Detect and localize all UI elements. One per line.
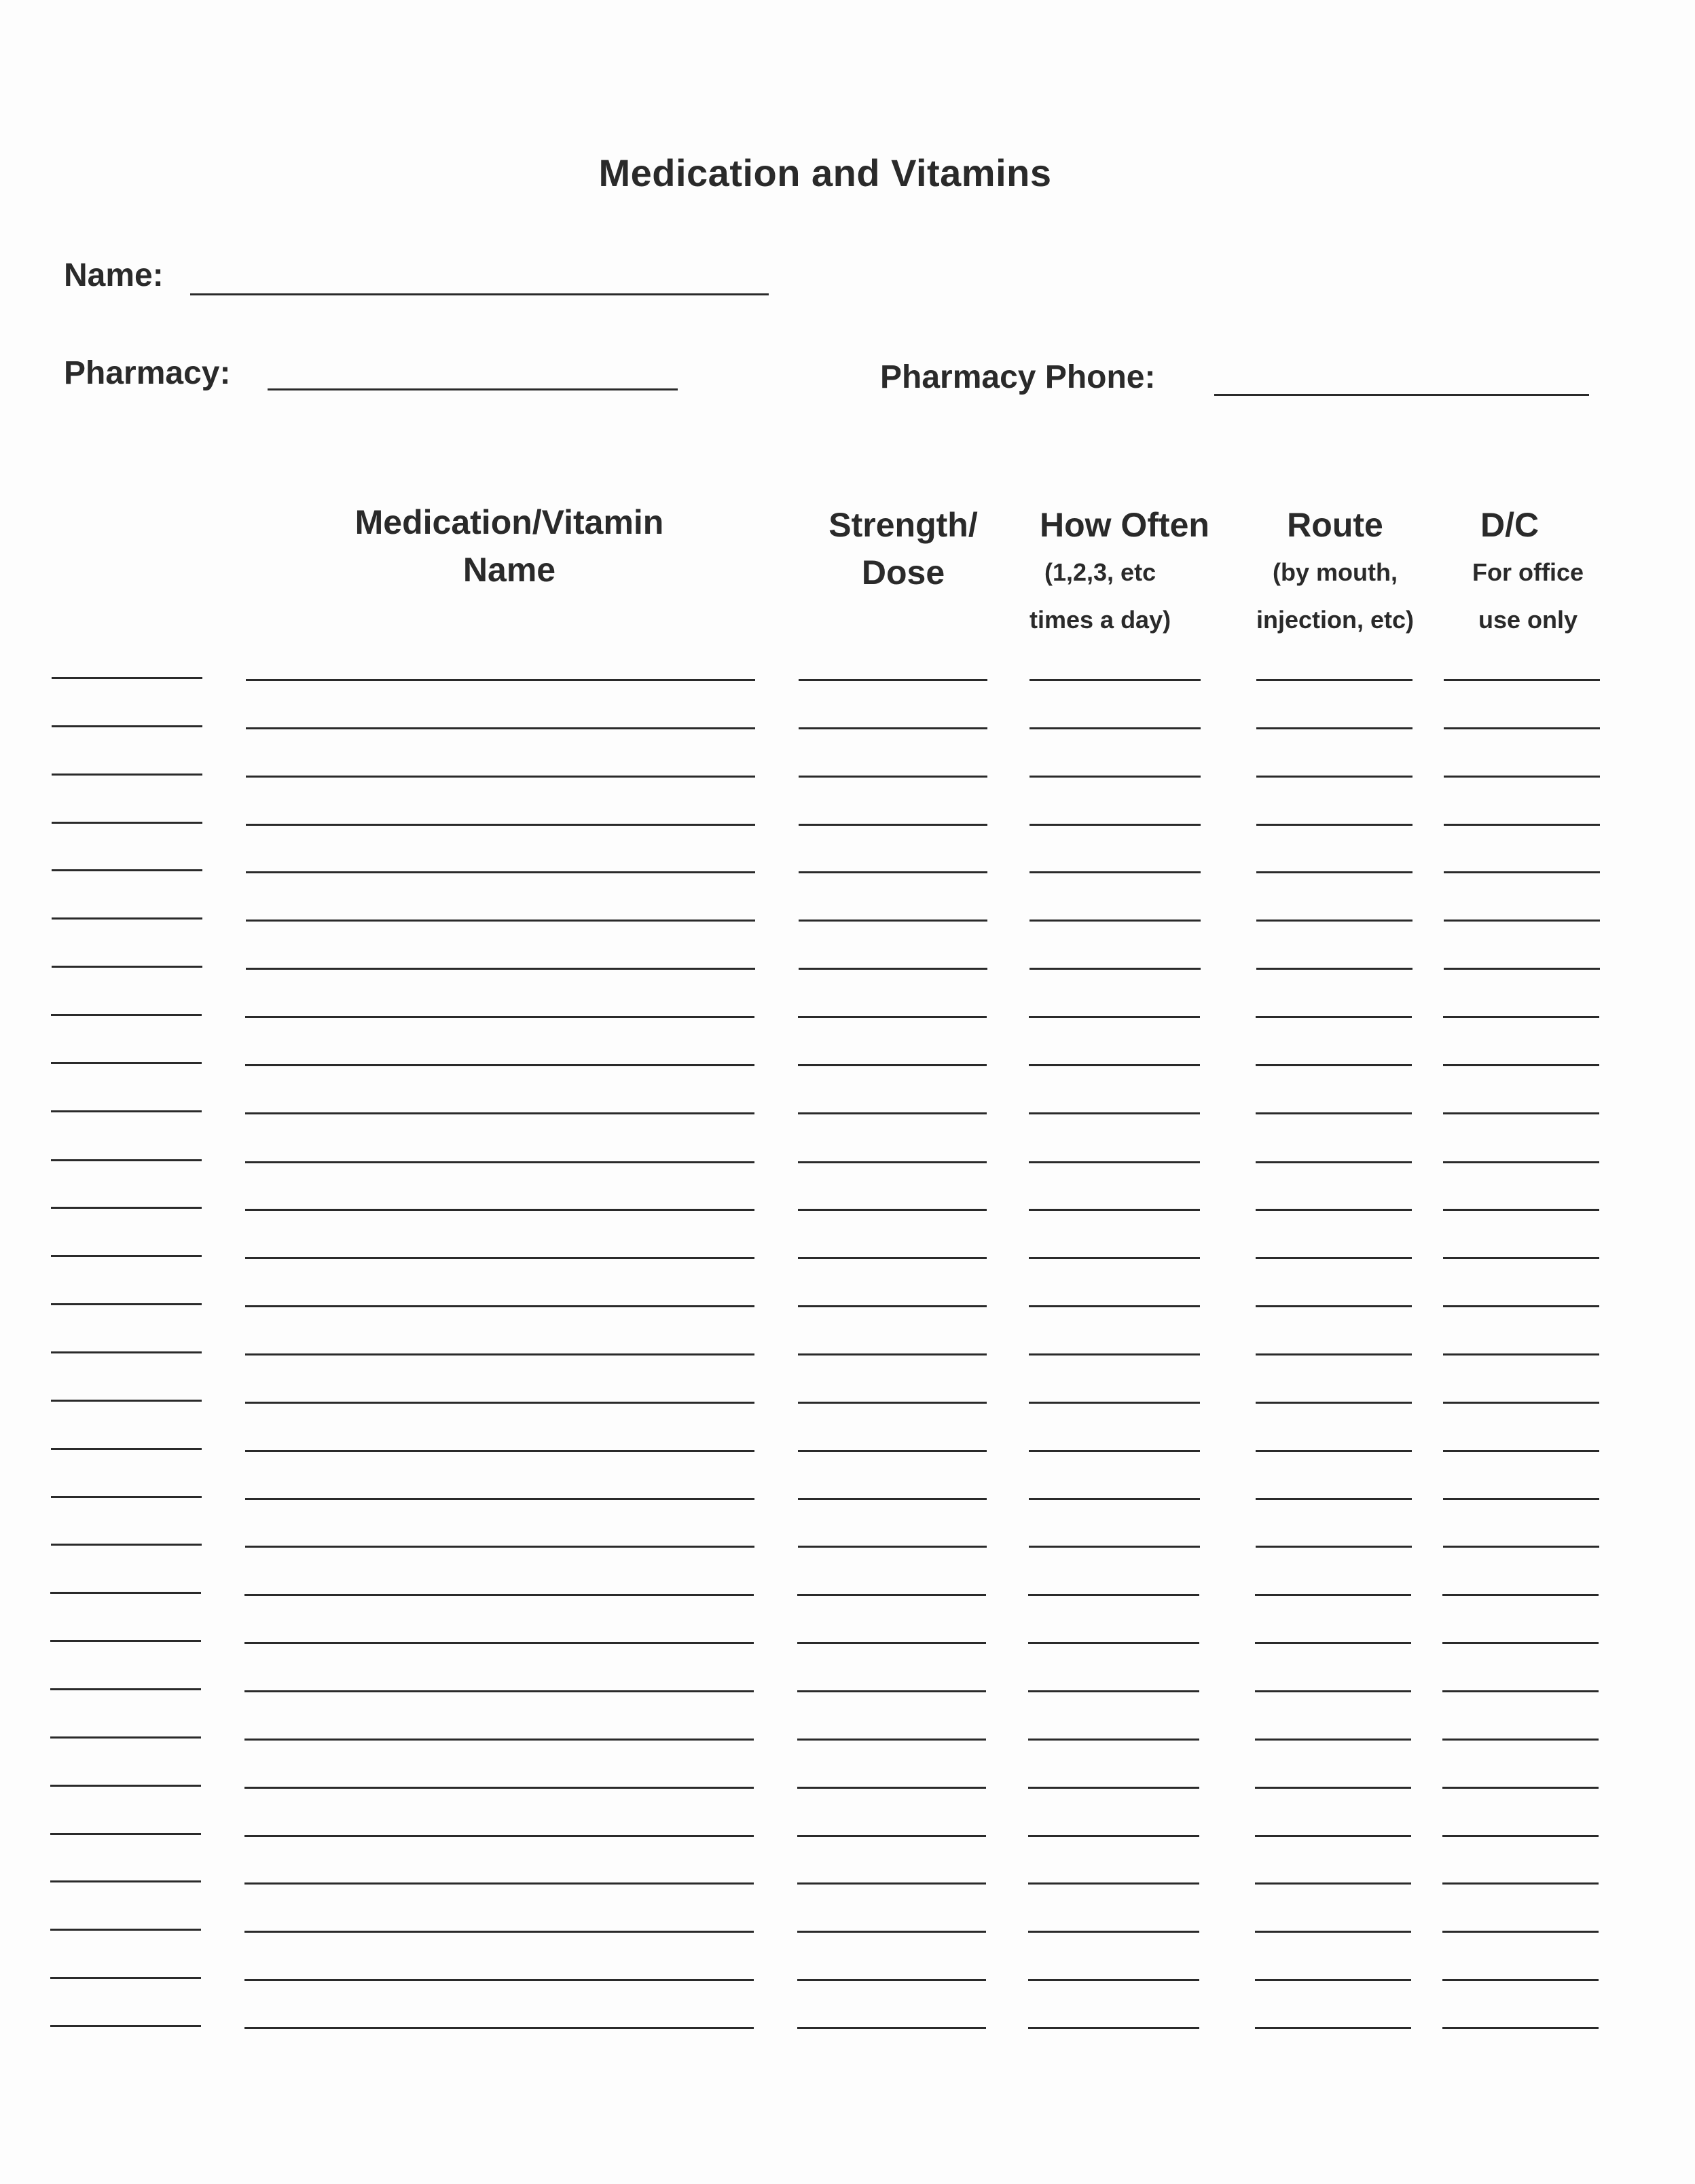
medication-name-cell[interactable] <box>246 920 755 922</box>
strength-dose-cell[interactable] <box>798 1209 987 1211</box>
route-cell[interactable] <box>1255 1787 1411 1789</box>
route-cell[interactable] <box>1255 1739 1411 1741</box>
how-often-cell[interactable] <box>1028 1594 1199 1596</box>
pharmacy-input-line[interactable] <box>268 388 678 390</box>
pharmacy-phone-label: Pharmacy Phone: <box>880 359 1156 395</box>
name-input-line[interactable] <box>190 293 769 295</box>
header-how-often-line3: times a day) <box>1029 606 1171 634</box>
medication-name-cell[interactable] <box>244 1739 754 1741</box>
medication-name-cell[interactable] <box>244 1931 754 1933</box>
strength-dose-cell[interactable] <box>798 1016 987 1018</box>
route-cell[interactable] <box>1256 1257 1412 1259</box>
dc-cell[interactable] <box>1442 1979 1599 1981</box>
route-cell[interactable] <box>1256 920 1412 922</box>
dc-cell[interactable] <box>1443 1257 1599 1259</box>
header-route <box>1240 501 1430 644</box>
row-number-cell[interactable] <box>52 774 202 776</box>
how-often-cell[interactable] <box>1028 1787 1199 1789</box>
how-often-cell[interactable] <box>1029 1161 1200 1163</box>
header-strength-line2: Dose <box>861 553 945 592</box>
strength-dose-cell[interactable] <box>797 1690 986 1692</box>
pharmacy-label: Pharmacy: <box>64 355 231 391</box>
how-often-cell[interactable] <box>1029 871 1201 873</box>
route-cell[interactable] <box>1256 871 1412 873</box>
row-number-cell[interactable] <box>50 1833 201 1835</box>
strength-dose-cell[interactable] <box>798 1498 987 1500</box>
row-number-cell[interactable] <box>51 1207 202 1209</box>
route-cell[interactable] <box>1256 679 1412 681</box>
header-dc <box>1433 501 1623 644</box>
header-dc-line3: use only <box>1478 606 1578 634</box>
how-often-cell[interactable] <box>1028 1739 1199 1741</box>
route-cell[interactable] <box>1256 968 1412 970</box>
row-number-cell[interactable] <box>51 1303 202 1305</box>
how-often-cell[interactable] <box>1029 920 1201 922</box>
how-often-cell[interactable] <box>1029 1257 1200 1259</box>
strength-dose-cell[interactable] <box>797 2027 986 2029</box>
row-number-cell[interactable] <box>50 1880 201 1882</box>
route-cell[interactable] <box>1256 1353 1412 1355</box>
how-often-cell[interactable] <box>1029 727 1201 729</box>
row-number-cell[interactable] <box>52 869 202 871</box>
medication-name-cell[interactable] <box>245 1498 754 1500</box>
how-often-cell[interactable] <box>1029 1064 1200 1066</box>
dc-cell[interactable] <box>1444 679 1600 681</box>
medication-name-cell[interactable] <box>244 1594 754 1596</box>
header-medication-name <box>285 498 733 594</box>
dc-cell[interactable] <box>1443 1498 1599 1500</box>
row-number-cell[interactable] <box>51 1062 202 1064</box>
medication-name-cell[interactable] <box>245 1064 754 1066</box>
header-route-line2: (by mouth, <box>1273 558 1398 586</box>
medication-name-cell[interactable] <box>245 1353 754 1355</box>
dc-cell[interactable] <box>1443 1353 1599 1355</box>
dc-cell[interactable] <box>1442 1642 1599 1644</box>
medication-name-cell[interactable] <box>245 1402 754 1404</box>
strength-dose-cell[interactable] <box>798 1353 987 1355</box>
dc-cell[interactable] <box>1443 1450 1599 1452</box>
how-often-cell[interactable] <box>1029 824 1201 826</box>
dc-cell[interactable] <box>1442 1835 1599 1837</box>
row-number-cell[interactable] <box>52 966 202 968</box>
dc-cell[interactable] <box>1442 1931 1599 1933</box>
route-cell[interactable] <box>1256 776 1412 778</box>
medication-name-cell[interactable] <box>245 1016 754 1018</box>
header-medication-line2: Name <box>462 551 556 589</box>
how-often-cell[interactable] <box>1028 1882 1199 1885</box>
row-number-cell[interactable] <box>50 1785 201 1787</box>
how-often-cell[interactable] <box>1028 1690 1199 1692</box>
row-number-cell[interactable] <box>51 1014 202 1016</box>
route-cell[interactable] <box>1256 1498 1412 1500</box>
strength-dose-cell[interactable] <box>798 1257 987 1259</box>
row-number-cell[interactable] <box>50 1688 201 1690</box>
route-cell[interactable] <box>1255 2027 1411 2029</box>
row-number-cell[interactable] <box>50 1592 201 1594</box>
row-number-cell[interactable] <box>51 1400 202 1402</box>
route-cell[interactable] <box>1255 1882 1411 1885</box>
dc-cell[interactable] <box>1442 1690 1599 1692</box>
route-cell[interactable] <box>1256 1161 1412 1163</box>
how-often-cell[interactable] <box>1028 1835 1199 1837</box>
strength-dose-cell[interactable] <box>799 727 987 729</box>
medication-name-cell[interactable] <box>246 824 755 826</box>
dc-cell[interactable] <box>1444 920 1600 922</box>
strength-dose-cell[interactable] <box>798 1305 987 1307</box>
route-cell[interactable] <box>1256 727 1412 729</box>
header-dc-line2: For office <box>1472 558 1584 586</box>
form-title: Medication and Vitamins <box>598 151 1052 194</box>
how-often-cell[interactable] <box>1029 1498 1200 1500</box>
row-number-cell[interactable] <box>52 822 202 824</box>
row-number-cell[interactable] <box>51 1544 202 1546</box>
how-often-cell[interactable] <box>1029 968 1201 970</box>
dc-cell[interactable] <box>1443 1305 1599 1307</box>
route-cell[interactable] <box>1256 1402 1412 1404</box>
medication-name-cell[interactable] <box>245 1305 754 1307</box>
route-cell[interactable] <box>1255 1835 1411 1837</box>
row-number-cell[interactable] <box>52 917 202 920</box>
how-often-cell[interactable] <box>1029 1305 1200 1307</box>
route-cell[interactable] <box>1256 1546 1412 1548</box>
medication-name-cell[interactable] <box>244 1642 754 1644</box>
dc-cell[interactable] <box>1443 1016 1599 1018</box>
dc-cell[interactable] <box>1444 871 1600 873</box>
dc-cell[interactable] <box>1442 1594 1599 1596</box>
strength-dose-cell[interactable] <box>799 824 987 826</box>
medication-name-cell[interactable] <box>244 2027 754 2029</box>
strength-dose-cell[interactable] <box>798 1161 987 1163</box>
strength-dose-cell[interactable] <box>798 1112 987 1114</box>
medication-name-cell[interactable] <box>245 1161 754 1163</box>
strength-dose-cell[interactable] <box>797 1835 986 1837</box>
how-often-cell[interactable] <box>1028 2027 1199 2029</box>
strength-dose-cell[interactable] <box>798 1546 987 1548</box>
strength-dose-cell[interactable] <box>798 1450 987 1452</box>
strength-dose-cell[interactable] <box>797 1931 986 1933</box>
medication-name-cell[interactable] <box>245 1450 754 1452</box>
dc-cell[interactable] <box>1443 1112 1599 1114</box>
header-strength-line1: Strength/ <box>828 506 978 544</box>
row-number-cell[interactable] <box>50 1736 201 1739</box>
medication-name-cell[interactable] <box>246 776 755 778</box>
dc-cell[interactable] <box>1443 1402 1599 1404</box>
medication-name-cell[interactable] <box>246 968 755 970</box>
row-number-cell[interactable] <box>50 1929 201 1931</box>
dc-cell[interactable] <box>1442 1739 1599 1741</box>
route-cell[interactable] <box>1255 1594 1411 1596</box>
route-cell[interactable] <box>1256 1305 1412 1307</box>
medication-name-cell[interactable] <box>246 871 755 873</box>
strength-dose-cell[interactable] <box>797 1979 986 1981</box>
header-strength-dose <box>788 501 1019 596</box>
how-often-cell[interactable] <box>1029 679 1201 681</box>
dc-cell[interactable] <box>1442 1787 1599 1789</box>
row-number-cell[interactable] <box>52 725 202 727</box>
row-number-cell[interactable] <box>51 1110 202 1112</box>
medication-name-cell[interactable] <box>244 1787 754 1789</box>
strength-dose-cell[interactable] <box>799 776 987 778</box>
strength-dose-cell[interactable] <box>799 871 987 873</box>
header-dc-line1: D/C <box>1480 506 1539 544</box>
row-number-cell[interactable] <box>50 1640 201 1642</box>
route-cell[interactable] <box>1256 1016 1412 1018</box>
route-cell[interactable] <box>1255 1931 1411 1933</box>
row-number-cell[interactable] <box>51 1255 202 1257</box>
how-often-cell[interactable] <box>1029 1112 1200 1114</box>
row-number-cell[interactable] <box>51 1159 202 1161</box>
header-route-line3: injection, etc) <box>1256 606 1415 634</box>
header-how-often-line1: How Often <box>1040 506 1209 544</box>
route-cell[interactable] <box>1256 1209 1412 1211</box>
how-often-cell[interactable] <box>1029 1546 1200 1548</box>
medication-name-cell[interactable] <box>245 1209 754 1211</box>
header-route-line1: Route <box>1287 506 1383 544</box>
route-cell[interactable] <box>1255 1979 1411 1981</box>
how-often-cell[interactable] <box>1029 1016 1200 1018</box>
strength-dose-cell[interactable] <box>799 679 987 681</box>
row-number-cell[interactable] <box>50 2025 201 2027</box>
how-often-cell[interactable] <box>1029 1353 1200 1355</box>
medication-name-cell[interactable] <box>245 1546 754 1548</box>
strength-dose-cell[interactable] <box>797 1882 986 1885</box>
header-medication-line1: Medication/Vitamin <box>354 503 664 541</box>
dc-cell[interactable] <box>1442 2027 1599 2029</box>
strength-dose-cell[interactable] <box>798 1402 987 1404</box>
dc-cell[interactable] <box>1444 727 1600 729</box>
route-cell[interactable] <box>1256 1064 1412 1066</box>
strength-dose-cell[interactable] <box>797 1787 986 1789</box>
strength-dose-cell[interactable] <box>797 1594 986 1596</box>
route-cell[interactable] <box>1255 1690 1411 1692</box>
dc-cell[interactable] <box>1442 1882 1599 1885</box>
header-how-often <box>1009 501 1240 644</box>
how-often-cell[interactable] <box>1029 1450 1200 1452</box>
header-how-often-line2: (1,2,3, etc <box>1044 558 1156 586</box>
dc-cell[interactable] <box>1443 1209 1599 1211</box>
row-number-cell[interactable] <box>50 1977 201 1979</box>
how-often-cell[interactable] <box>1029 776 1201 778</box>
name-label: Name: <box>64 257 164 293</box>
medication-name-cell[interactable] <box>244 1979 754 1981</box>
route-cell[interactable] <box>1256 1450 1412 1452</box>
how-often-cell[interactable] <box>1028 1642 1199 1644</box>
how-often-cell[interactable] <box>1028 1931 1199 1933</box>
route-cell[interactable] <box>1256 824 1412 826</box>
route-cell[interactable] <box>1255 1642 1411 1644</box>
how-often-cell[interactable] <box>1028 1979 1199 1981</box>
how-often-cell[interactable] <box>1029 1402 1200 1404</box>
medication-name-cell[interactable] <box>244 1835 754 1837</box>
strength-dose-cell[interactable] <box>799 920 987 922</box>
row-number-cell[interactable] <box>51 1448 202 1450</box>
route-cell[interactable] <box>1256 1112 1412 1114</box>
dc-cell[interactable] <box>1444 776 1600 778</box>
dc-cell[interactable] <box>1443 1161 1599 1163</box>
pharmacy-phone-input-line[interactable] <box>1214 394 1589 396</box>
row-number-cell[interactable] <box>51 1496 202 1498</box>
row-number-cell[interactable] <box>51 1351 202 1353</box>
dc-cell[interactable] <box>1443 1064 1599 1066</box>
medication-name-cell[interactable] <box>245 1257 754 1259</box>
medication-name-cell[interactable] <box>244 1882 754 1885</box>
dc-cell[interactable] <box>1444 824 1600 826</box>
dc-cell[interactable] <box>1443 1546 1599 1548</box>
medication-name-cell[interactable] <box>246 679 755 681</box>
strength-dose-cell[interactable] <box>799 968 987 970</box>
strength-dose-cell[interactable] <box>798 1064 987 1066</box>
strength-dose-cell[interactable] <box>797 1642 986 1644</box>
medication-name-cell[interactable] <box>245 1112 754 1114</box>
how-often-cell[interactable] <box>1029 1209 1200 1211</box>
strength-dose-cell[interactable] <box>797 1739 986 1741</box>
dc-cell[interactable] <box>1444 968 1600 970</box>
row-number-cell[interactable] <box>52 677 202 679</box>
medication-name-cell[interactable] <box>244 1690 754 1692</box>
medication-name-cell[interactable] <box>246 727 755 729</box>
